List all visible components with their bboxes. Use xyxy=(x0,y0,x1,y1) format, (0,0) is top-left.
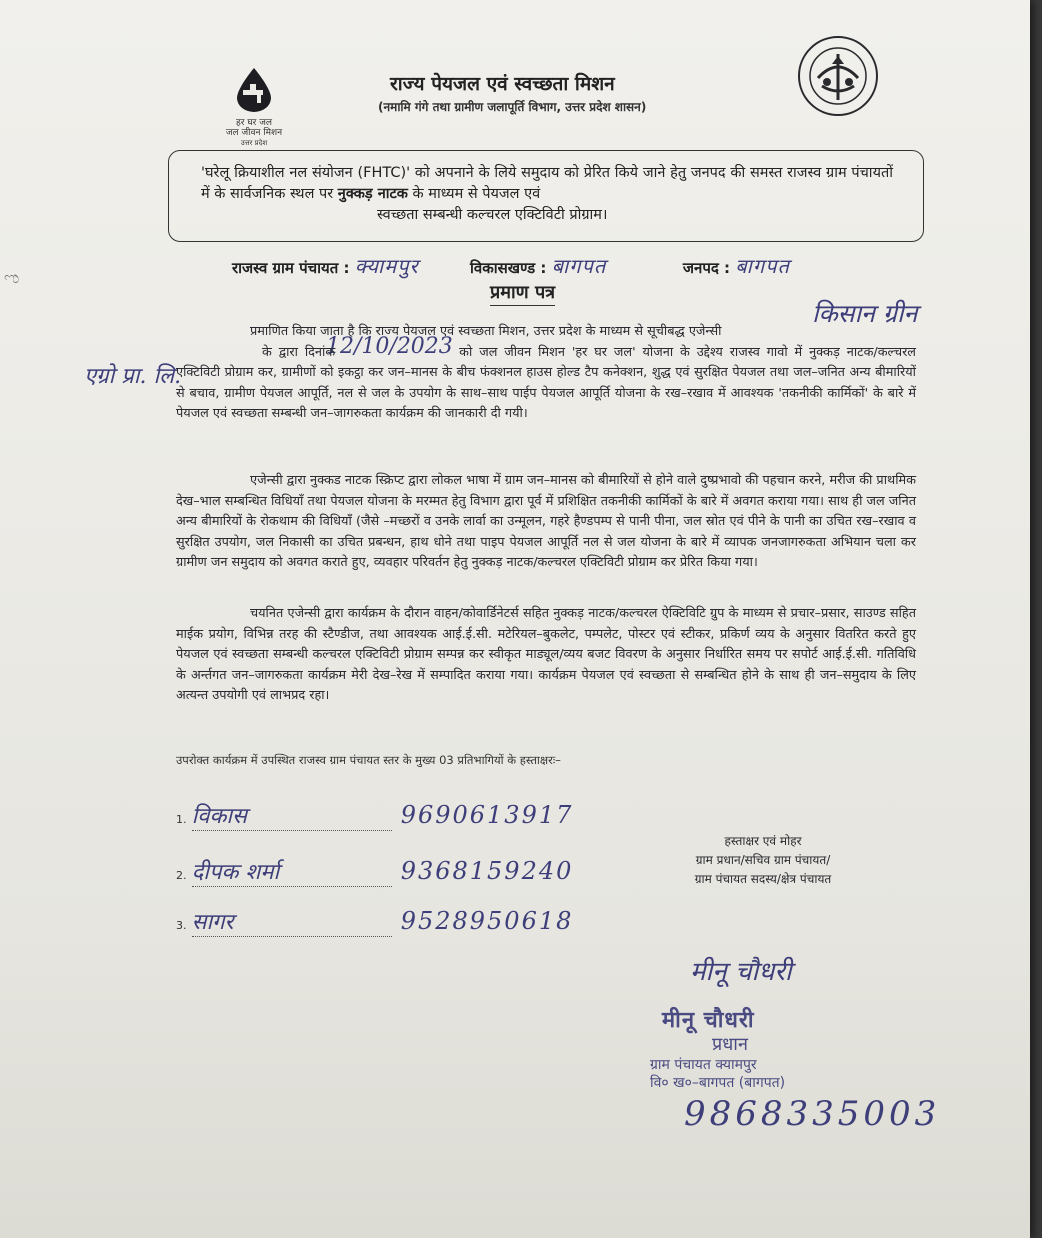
banner-line-1: 'घरेलू क्रियाशील नल संयोजन (FHTC)' को अपनाने के लिये समुदाय को प्रेरित किये जाने हेतु जनपद xyxy=(201,165,726,181)
participant-row xyxy=(176,800,573,831)
logo-caption-3: उत्तर प्रदेश xyxy=(240,139,268,147)
signatory-role-line-2: ग्राम पंचायत सदस्य/क्षेत्र पंचायत xyxy=(694,872,832,886)
para3-text: चयनित एजेन्सी द्वारा कार्यक्रम के दौरान वाहन/कोवार्डिनेटर्स सहित नुक्कड़ नाटक/कल्चरल ऐक्टिविटि ग्रुप के माध्यम से प्रचार–प्रसार, साउण्ड सहित माईक प्रयोग, विभिन्न तरह की स्टैण्डीज, तथा आवश्यक आई.ई.सी. मटेरियल–बुकलेट, पम्पलेट, पोस्टर एवं स्टीकर, प्रकिर्ण व्यय के अनुसार वितरित करते हुए पेयजल एवं स्वच्छता सम्बन्धी कल्चरल एक्टिविटी प्रोग्राम सम्पन्न कर स्वीकृत माड्यूल/व्यय बजट विवरण के अनुसार निर्धारित समय पर सपोर्ट आई.ई.सी. गतिविधि के अर्न्तगत जन–जागरुकता कार्यक्रम मेरी देख–रेख में सम्पादित कराया गया। कार्यक्रम पेयजल एवं स्वच्छता से सम्बन्धित होने के साथ ही जन–समुदाय के लिए अत्यन्त उपयोगी एवं लाभप्रद रहा। xyxy=(176,606,916,703)
logo-caption-2: जल जीवन मिशन xyxy=(225,128,283,138)
certificate-title: प्रमाण पत्र xyxy=(490,280,555,306)
para1-part-c: को जल जीवन मिशन 'हर घर जल' योजना के उद्देश्य राजस्व गावो में नुक्कड़ नाटक/कल्चरल एक्टिविटी प्रोग्राम कर, ग्रामीणों को इकट्ठा कर जन–मानस के बीच फंक्शनल हाउस होल्ड टैप कनेक्शन, शुद्ध एवं सुरक्षित पेयजल तथा जल–जनित अन्य बीमारियों से बचाव, ग्रामीण पेयजल आपूर्ति, नल से जल के उपयोग के साथ–साथ पाईप पेयजल आपूर्ति योजना के रख–रखाव में आवश्यक 'तकनीकी कार्मिकों' के बारे में पेयजल एवं स्वच्छता सम्बन्धी जन–जागरुकता कार्यक्रम की जानकारी दी गयी। xyxy=(176,344,916,421)
certificate-paragraph-1 xyxy=(176,322,916,425)
participant-number: 3. xyxy=(176,919,187,932)
up-govt-emblem-icon xyxy=(796,34,880,118)
participant-row xyxy=(176,856,573,887)
stamp-panchayat: ग्राम पंचायत क्यामपुर xyxy=(650,1057,757,1073)
stamp-role: प्रधान xyxy=(712,1034,748,1055)
district-value: बागपत xyxy=(735,254,790,278)
participant-phone: 9368159240 xyxy=(400,857,574,885)
up-govt-emblem xyxy=(796,34,880,122)
district-label: जनपद : xyxy=(682,259,731,277)
participant-number: 1. xyxy=(176,813,187,826)
certificate-paragraph-3 xyxy=(176,604,916,707)
water-drop-tap-icon xyxy=(231,66,277,114)
block-value: बागपत xyxy=(551,254,607,278)
banner-line-2-post: के माध्यम से पेयजल एवं xyxy=(407,186,541,202)
signature-seal-label: हस्ताक्षर एवं मोहर xyxy=(724,834,802,848)
gram-panchayat-value: क्यामपुर xyxy=(354,254,419,278)
block-label: विकासखण्ड : xyxy=(469,259,547,277)
participants-intro: उपरोक्त कार्यक्रम में उपस्थित राजस्व ग्राम पंचायत स्तर के मुख्य 03 प्रतिभागियों के हस्ताक्षरः– xyxy=(176,753,561,767)
gram-panchayat-label: राजस्व ग्राम पंचायत : xyxy=(232,259,350,277)
signatory-labels xyxy=(660,832,866,889)
banner-line-3: स्वच्छता सम्बन्धी कल्चरल एक्टिविटी प्रोग्राम। xyxy=(377,207,608,223)
participant-row xyxy=(176,906,573,937)
agency-name-handwritten: किसान ग्रीन xyxy=(812,299,918,328)
banner-line-2-pre: की समस्त राजस्व ग्राम पंचायतों में के सार्वजनिक स्थल पर xyxy=(201,165,893,202)
logo-caption-1: हर घर जल xyxy=(236,118,272,128)
para1-part-b: के द्वारा दिनांक xyxy=(262,344,336,360)
pradhan-signature: मीनू चौधरी xyxy=(690,957,792,987)
mission-subtitle: (नमामि गंगे तथा ग्रामीण जलापूर्ति विभाग, उत्तर प्रदेश शासन) xyxy=(378,100,647,114)
participant-signature: दीपक शर्मा xyxy=(191,860,280,885)
signatory-role-line-1: ग्राम प्रधान/सचिव ग्राम पंचायत/ xyxy=(695,853,831,867)
certificate-paragraph-2 xyxy=(176,471,916,574)
participant-phone: 9690613917 xyxy=(400,801,574,829)
stamp-block: वि० ख०–बागपत (बागपत) xyxy=(650,1075,786,1091)
location-fields xyxy=(232,252,790,279)
participant-signature: विकास xyxy=(191,804,247,829)
stamp-name: मीनू चौधरी xyxy=(662,1008,755,1033)
pradhan-mobile-handwritten: 9868335003 xyxy=(684,1094,941,1134)
date-handwritten: 12/10/2023 xyxy=(326,334,453,359)
participant-number: 2. xyxy=(176,869,187,882)
mission-title: राज्य पेयजल एवं स्वच्छता मिशन xyxy=(390,73,615,95)
para2-text: एजेन्सी द्वारा नुक्कड नाटक स्क्रिप्ट द्वारा लोकल भाषा में ग्राम जन–मानस को बीमारियों से होने वाले दुष्प्रभावो की पहचान करने, मरीज की प्राथमिक देख–भाल सम्बन्धित विधियाँ तथा पेयजल योजना के मरम्मत हेतु विभाग द्वारा पूर्व में प्रशिक्षित तकनीकी कार्मिकों के बारे में अवगत कराया गया। साथ ही जल जनित अन्य बीमारियों के रोकथाम की विधियाँ (जैसे –मच्छरों व उनके लार्वा का उन्मूलन, गहरे हैण्डपम्प से पानी पीना, जल स्रोत एवं पीने के पानी का उचित रख–रखाव व सुरक्षित उपयोग, जल निकासी का उचित प्रबन्धन, हाथ धोने तथा पाइप पेयजल आपूर्ति नल से जल योजना के बारे में व्यापक जनजागरुकता अभियान चला कर ग्रामीण जन समुदाय को अवगत कराते हुए, व्यवहार परिवर्तन हेतु नुक्कड़ नाटक/कल्चरल एक्टिविटी प्रोग्राम कर प्रेरित किया गया। xyxy=(176,473,916,570)
jal-jeevan-mission-logo xyxy=(214,66,294,148)
banner-line-2-bold: नुक्कड़ नाटक xyxy=(337,186,408,202)
participant-phone: 9528950618 xyxy=(400,907,574,935)
para1-part-a: प्रमाणित किया जाता है कि राज्य पेयजल एवं स्वच्छता मिशन, उत्तर प्रदेश के माध्यम से सूचीबद्ध एजेन्सी xyxy=(250,324,722,339)
participant-signature: सागर xyxy=(191,910,234,935)
margin-scribble: ಌ xyxy=(4,268,20,287)
margin-handwritten-note: एग्रो प्रा. लि. xyxy=(84,364,182,389)
pradhan-stamp xyxy=(640,1004,785,1092)
program-banner xyxy=(168,150,924,242)
